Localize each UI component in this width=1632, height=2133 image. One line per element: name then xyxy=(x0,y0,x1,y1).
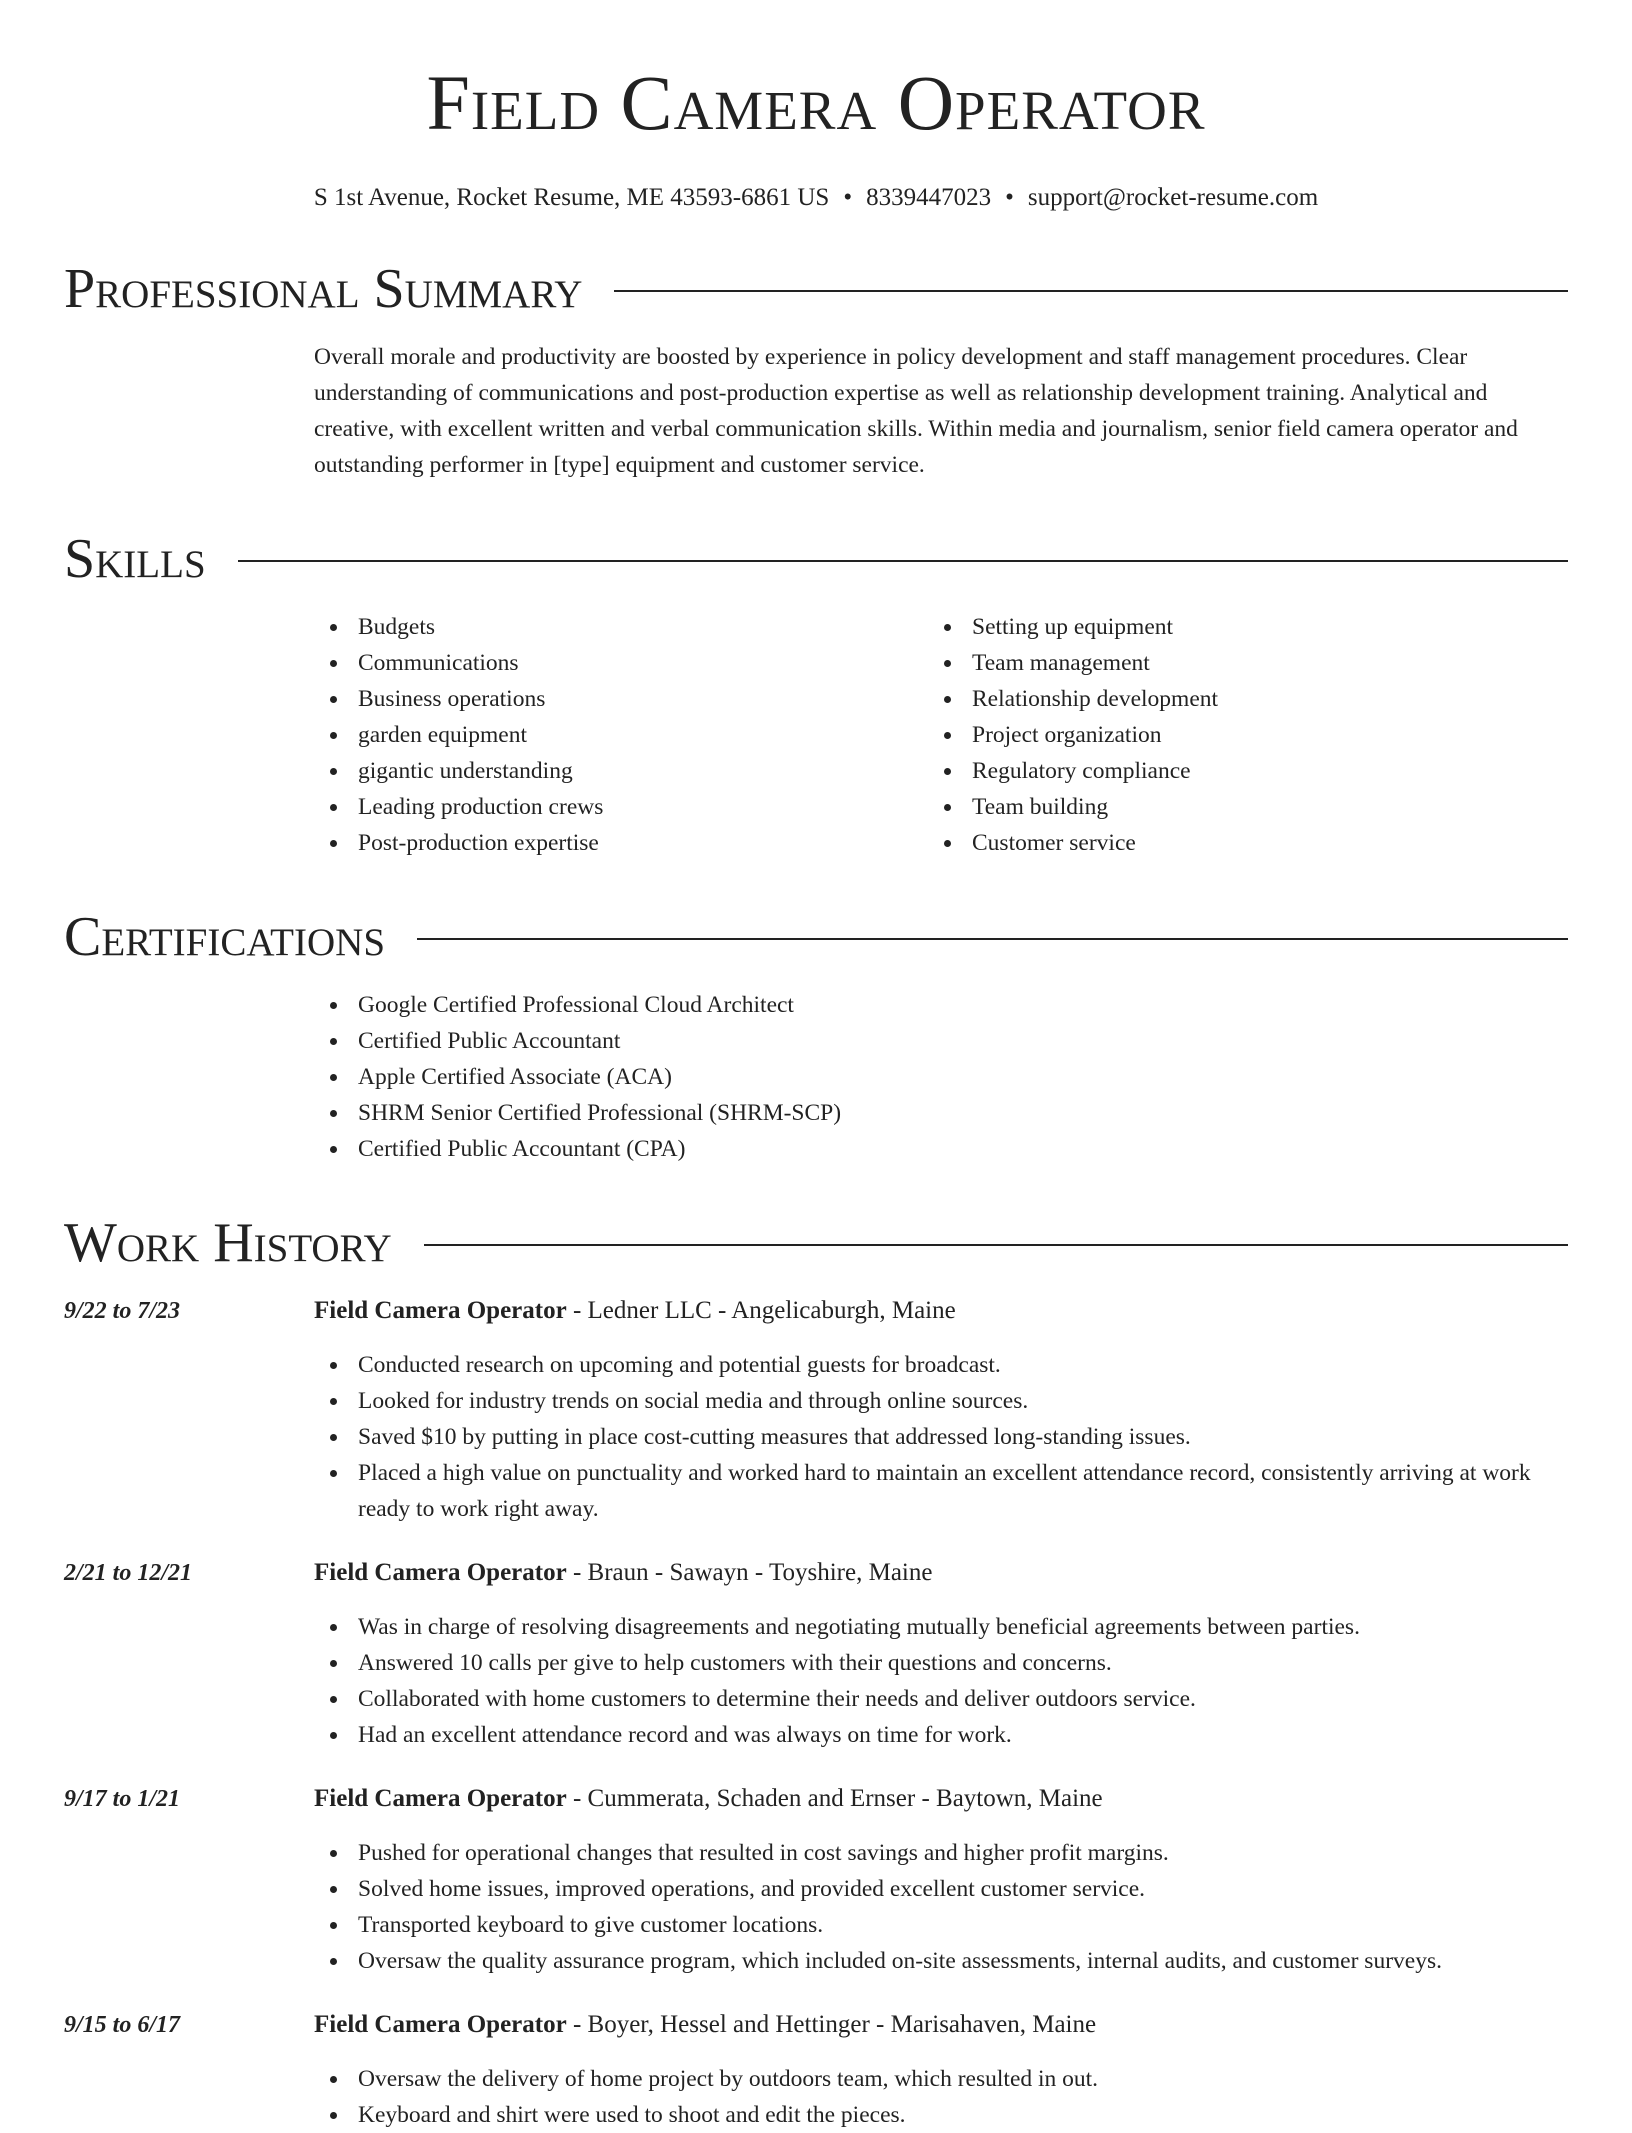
certification-item: Certified Public Accountant (CPA) xyxy=(314,1131,1568,1167)
job-bullet: Conducted research on upcoming and potential guests for broadcast. xyxy=(314,1347,1568,1383)
certifications-section-header xyxy=(64,905,1568,969)
certification-item: SHRM Senior Certified Professional (SHRM-SCP) xyxy=(314,1095,1568,1131)
certifications-body xyxy=(314,987,1568,1167)
job-heading xyxy=(314,1555,1568,1591)
job-bullet: Solved home issues, improved operations, and provided excellent customer service. xyxy=(314,1871,1568,1907)
skill-item: Post-production expertise xyxy=(314,825,928,861)
section-divider xyxy=(417,938,1568,940)
resume-name: Field Camera Operator xyxy=(426,59,1206,146)
skill-item: Communications xyxy=(314,645,928,681)
skill-item: Relationship development xyxy=(928,681,1542,717)
skill-item: Project organization xyxy=(928,717,1542,753)
job-dates: 9/22 to 7/23 xyxy=(64,1298,181,1324)
skill-item: Regulatory compliance xyxy=(928,753,1542,789)
section-divider xyxy=(424,1244,1568,1246)
job-content xyxy=(314,2007,1568,2133)
job-bullet: Was in charge of resolving disagreements and negotiating mutually beneficial agreements between parties. xyxy=(314,1609,1568,1645)
section-divider xyxy=(614,290,1568,292)
section-divider xyxy=(238,560,1568,562)
contact-email: support@rocket-resume.com xyxy=(1027,184,1319,211)
job-title: Field Camera Operator xyxy=(314,1785,567,1812)
job-bullet: Looked for industry trends on social media and through online sources. xyxy=(314,1383,1568,1419)
certification-item: Certified Public Accountant xyxy=(314,1023,1568,1059)
job-bullet: Answered 10 calls per give to help customers with their questions and concerns. xyxy=(314,1645,1568,1681)
job-bullet: Oversaw the quality assurance program, which included on-site assessments, internal audits, and customer surveys. xyxy=(314,1943,1568,1979)
job-dates: 9/17 to 1/21 xyxy=(64,1786,181,1812)
skill-item: Customer service xyxy=(928,825,1542,861)
job-bullet: Placed a high value on punctuality and worked hard to maintain an excellent attendance record, consistently arriving at work ready to work right away. xyxy=(314,1455,1568,1527)
job-bullet: Transported keyboard to give customer locations. xyxy=(314,1907,1568,1943)
contact-address: S 1st Avenue, Rocket Resume, ME 43593-6861 US xyxy=(313,184,830,211)
job-dates: 9/15 to 6/17 xyxy=(64,2012,181,2038)
job-heading xyxy=(314,1781,1568,1817)
skill-item: Team building xyxy=(928,789,1542,825)
job-content xyxy=(314,1555,1568,1753)
skill-item: Team management xyxy=(928,645,1542,681)
job-employer: - Cummerata, Schaden and Ernser - Baytown, Maine xyxy=(566,1785,1103,1812)
contact-line xyxy=(64,183,1568,213)
job-heading xyxy=(314,1293,1568,1329)
summary-section-header xyxy=(64,257,1568,321)
skill-item: gigantic understanding xyxy=(314,753,928,789)
work-section-title: Work History xyxy=(64,1212,392,1274)
job-content xyxy=(314,1781,1568,1979)
job-entry xyxy=(64,1293,1568,1527)
job-bullet: Collaborated with home customers to determine their needs and deliver outdoors service. xyxy=(314,1681,1568,1717)
job-bullet: Pushed for operational changes that resulted in cost savings and higher profit margins. xyxy=(314,1835,1568,1871)
job-bullet: Keyboard and shirt were used to shoot and edit the pieces. xyxy=(314,2097,1568,2133)
work-history-list xyxy=(64,1293,1568,2133)
job-employer: - Boyer, Hessel and Hettinger - Marisahaven, Maine xyxy=(566,2011,1097,2038)
skills-list-left xyxy=(314,609,928,861)
skill-item: Business operations xyxy=(314,681,928,717)
job-bullets xyxy=(314,1347,1568,1527)
job-employer: - Ledner LLC - Angelicaburgh, Maine xyxy=(566,1297,956,1324)
skills-section-title: Skills xyxy=(64,528,206,590)
skills-section-header xyxy=(64,527,1568,591)
job-employer: - Braun - Sawayn - Toyshire, Maine xyxy=(566,1559,933,1586)
skill-item: Setting up equipment xyxy=(928,609,1542,645)
summary-text: Overall morale and productivity are boosted by experience in policy development and staff management procedures. Clear understanding of communications and post-production expertise as well as relationship development training. Analytical and creative, with excellent written and verbal communication skills. Within media and journalism, senior field camera operator and outstanding performer in [type] equipment and customer service. xyxy=(314,344,1518,478)
skill-item: Leading production crews xyxy=(314,789,928,825)
skills-grid xyxy=(314,609,1568,861)
job-bullet: Saved $10 by putting in place cost-cutting measures that addressed long-standing issues. xyxy=(314,1419,1568,1455)
job-title: Field Camera Operator xyxy=(314,1297,567,1324)
job-bullets xyxy=(314,2061,1568,2133)
skill-item: Budgets xyxy=(314,609,928,645)
job-heading xyxy=(314,2007,1568,2043)
job-entry xyxy=(64,1555,1568,1753)
job-title: Field Camera Operator xyxy=(314,2011,567,2038)
contact-separator: • xyxy=(843,184,853,211)
work-section-header xyxy=(64,1211,1568,1275)
job-entry xyxy=(64,2007,1568,2133)
job-bullet: Oversaw the delivery of home project by outdoors team, which resulted in out. xyxy=(314,2061,1568,2097)
certifications-section-title: Certifications xyxy=(64,906,386,968)
job-bullets xyxy=(314,1609,1568,1753)
job-content xyxy=(314,1293,1568,1527)
certification-item: Apple Certified Associate (ACA) xyxy=(314,1059,1568,1095)
summary-section-title: Professional Summary xyxy=(64,258,583,320)
certification-item: Google Certified Professional Cloud Architect xyxy=(314,987,1568,1023)
job-entry xyxy=(64,1781,1568,1979)
job-bullets xyxy=(314,1835,1568,1979)
contact-phone: 8339447023 xyxy=(866,184,992,211)
contact-separator: • xyxy=(1005,184,1014,211)
job-bullet: Had an excellent attendance record and was always on time for work. xyxy=(314,1717,1568,1753)
skill-item: garden equipment xyxy=(314,717,928,753)
skills-list-right xyxy=(928,609,1542,861)
certifications-list xyxy=(314,987,1568,1167)
job-dates: 2/21 to 12/21 xyxy=(64,1560,193,1586)
job-title: Field Camera Operator xyxy=(314,1559,567,1586)
